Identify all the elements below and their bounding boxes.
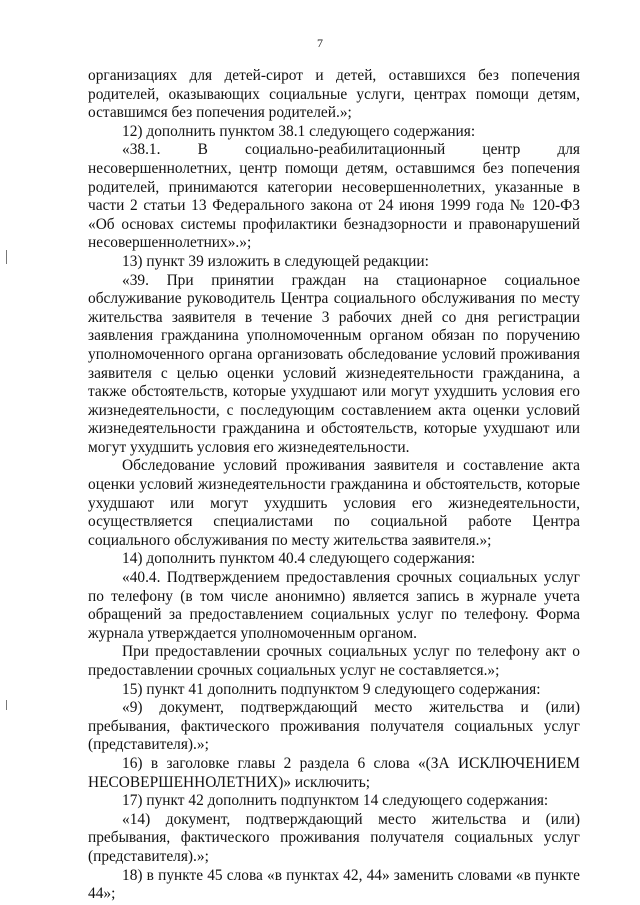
paragraph: «40.4. Подтверждением предоставления срочных социальных услуг по телефону (в том числе анонимно) является запись в журнале учета обращений за предоставлением социальных услуг по телефону. Форма журнала утверждается уполномоченным органом.: [88, 569, 580, 642]
paragraph: 12) дополнить пунктом 38.1 следующего содержания:: [122, 122, 476, 140]
paragraph: «38.1. В социально-реабилитационный центр для несовершеннолетних, центр помощи детям, оставшимся без попечения родителей, принимаются категории несовершеннолетних, указанные в части 2 статьи 13 Федерального закона от 24 июня 1999 года № 120-ФЗ «Об основах системы профилактики безнадзорности и правонарушений несовершеннолетних».»;: [88, 141, 580, 252]
paragraph: 13) пункт 39 изложить в следующей редакции:: [122, 252, 429, 270]
paragraph: 14) дополнить пунктом 40.4 следующего содержания:: [122, 550, 476, 568]
paragraph: «9) документ, подтверждающий место жительства и (или) пребывания, фактического проживания получателя социальных услуг (представителя).»;: [88, 699, 580, 754]
scan-margin-mark: [6, 250, 7, 264]
paragraph: При предоставлении срочных социальных услуг по телефону акт о предоставлении срочных социальных услуг не составляется.»;: [88, 643, 580, 679]
document-body: [88, 67, 580, 904]
paragraph: «14) документ, подтверждающий место жительства и (или) пребывания, фактического проживания получателя социальных услуг (представителя).»;: [88, 810, 580, 865]
paragraph: 16) в заголовке главы 2 раздела 6 слова «(ЗА ИСКЛЮЧЕНИЕМ НЕСОВЕРШЕННОЛЕТНИХ)» исключить;: [88, 754, 580, 791]
paragraph: 17) пункт 42 дополнить подпунктом 14 следующего содержания:: [122, 792, 549, 810]
paragraph: организациях для детей-сирот и детей, оставшихся без попечения родителей, оказывающих социальные услуги, центрах помощи детям, оставшимся без попечения родителей.»;: [88, 67, 580, 122]
page-number: 7: [317, 36, 323, 50]
scan-margin-mark: [6, 700, 7, 710]
paragraph: «39. При принятии граждан на стационарное социальное обслуживание руководитель Центра социального обслуживания по месту жительства заявителя в течение 3 рабочих дней со дня регистрации заявления гражданина уполномоченным органом обязан по поручению уполномоченного органа организовать обследование условий проживания заявителя с целью оценки условий жизнедеятельности гражданина, а также обстоятельств, которые ухудшают или могут ухудшить условия его жизнедеятельности, с последующим составлением акта оценки условий жизнедеятельности гражданина и обстоятельств, которые ухудшают или могут ухудшить условия его жизнедеятельности.: [88, 271, 580, 456]
paragraph: Обследование условий проживания заявителя и составление акта оценки условий жизнедеятельности гражданина и обстоятельств, которые ухудшают или могут ухудшить условия его жизнедеятельности, осуществляется специалистами по социальной работе Центра социального обслуживания по месту жительства заявителя.»;: [88, 457, 580, 549]
paragraph: 15) пункт 41 дополнить подпунктом 9 следующего содержания:: [122, 680, 541, 698]
paragraph: 18) в пункте 45 слова «в пунктах 42, 44» заменить словами «в пункте 44»;: [88, 866, 580, 903]
